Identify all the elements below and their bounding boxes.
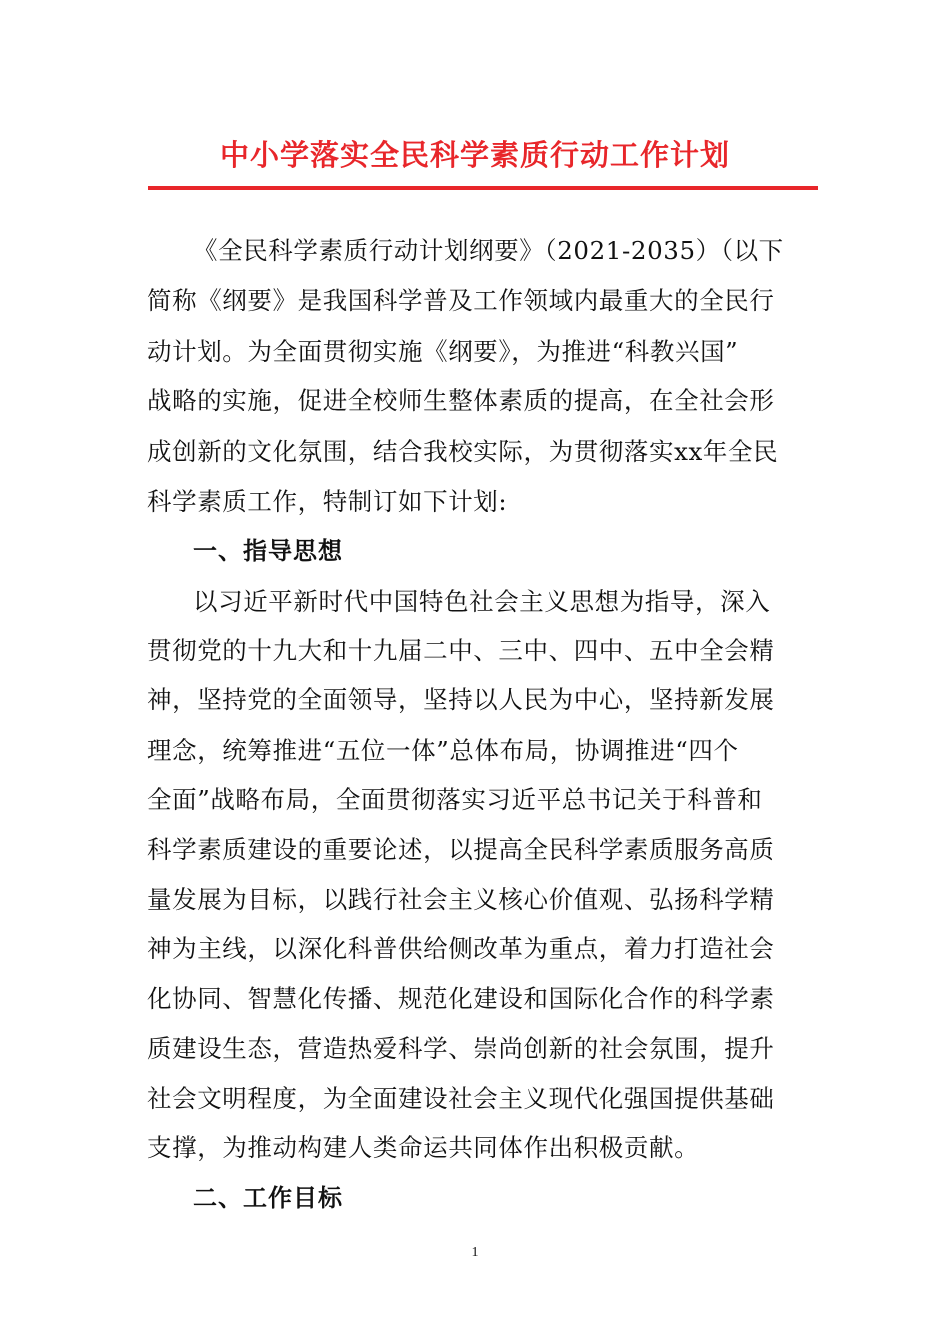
page-title: 中小学落实全民科学素质行动工作计划 [219,138,730,172]
body-line: 全面”战略布局，全面贯彻落实习近平总书记关于科普和 [147,785,763,814]
title-divider [148,186,818,190]
page-number: 1 [471,1245,479,1260]
body-line: 量发展为目标，以践行社会主义核心价值观、弘扬科学精 [147,885,775,914]
intro-line: 动计划。为全面贯彻实施《纲要》，为推进“科教兴国” [147,337,739,366]
intro-line: 战略的实施，促进全校师生整体素质的提高，在全社会形 [147,386,775,415]
body-line: 化协同、智慧化传播、规范化建设和国际化合作的科学素 [147,984,775,1013]
body-line: 支撑，为推动构建人类命运共同体作出积极贡献。 [147,1133,700,1162]
body-line: 神为主线，以深化科普供给侧改革为重点，着力打造社会 [147,934,775,963]
section-heading: 一、指导思想 [193,537,343,565]
intro-line: 《全民科学素质行动计划纲要》（2021-2035）（以下 [193,236,784,265]
body-line: 社会文明程度，为全面建设社会主义现代化强国提供基础 [147,1084,775,1113]
body-line: 质建设生态，营造热爱科学、崇尚创新的社会氛围，提升 [147,1034,775,1063]
intro-line: 科学素质工作，特制订如下计划: [147,487,508,516]
body-line: 以习近平新时代中国特色社会主义思想为指导，深入 [193,587,771,616]
section-heading: 二、工作目标 [193,1184,343,1212]
body-line: 科学素质建设的重要论述，以提高全民科学素质服务高质 [147,835,775,864]
body-line: 贯彻党的十九大和十九届二中、三中、四中、五中全会精 [147,636,775,665]
body-line: 神，坚持党的全面领导，坚持以人民为中心，坚持新发展 [147,685,775,714]
body-line: 理念，统筹推进“五位一体”总体布局，协调推进“四个 [147,736,739,765]
intro-line: 成创新的文化氛围，结合我校实际，为贯彻落实xx年全民 [147,437,779,466]
intro-line: 简称《纲要》是我国科学普及工作领域内最重大的全民行 [147,286,775,315]
